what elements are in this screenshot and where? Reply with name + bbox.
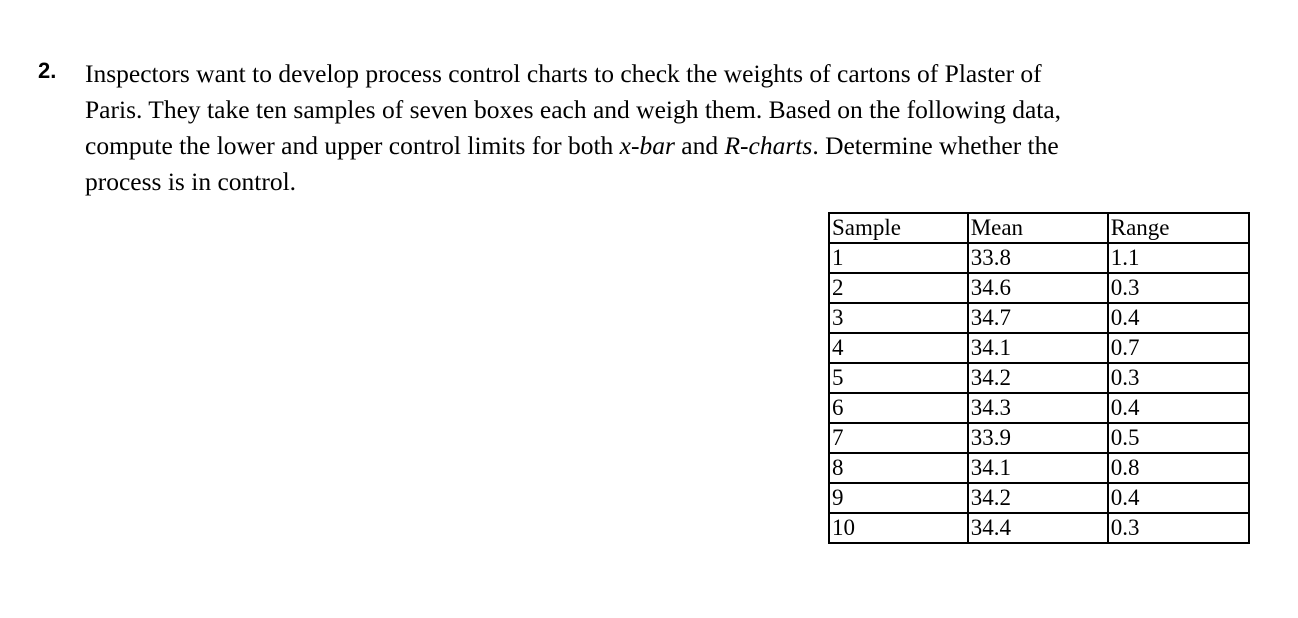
table-body bbox=[829, 243, 1249, 543]
header-range: Range bbox=[1108, 213, 1249, 243]
cell-mean: 34.7 bbox=[968, 303, 1108, 333]
table-row bbox=[829, 393, 1249, 423]
table-row bbox=[829, 513, 1249, 543]
question-line-2: Paris. They take ten samples of seven boxes each and weigh them. Based on the following data, bbox=[85, 95, 1062, 124]
r-charts-term: R-charts bbox=[724, 131, 813, 160]
cell-mean: 34.4 bbox=[968, 513, 1108, 543]
cell-range: 0.4 bbox=[1108, 303, 1249, 333]
cell-sample: 10 bbox=[829, 513, 968, 543]
cell-range: 0.8 bbox=[1108, 453, 1249, 483]
cell-range: 0.4 bbox=[1108, 483, 1249, 513]
sample-data-table bbox=[828, 212, 1250, 544]
cell-sample: 4 bbox=[829, 333, 968, 363]
question-line-3 bbox=[85, 128, 1205, 164]
cell-range: 0.3 bbox=[1108, 363, 1249, 393]
cell-mean: 34.3 bbox=[968, 393, 1108, 423]
question-number: 2. bbox=[38, 58, 57, 83]
cell-mean: 33.9 bbox=[968, 423, 1108, 453]
cell-range: 0.5 bbox=[1108, 423, 1249, 453]
question-line-4: process is in control. bbox=[85, 167, 297, 196]
cell-sample: 1 bbox=[829, 243, 968, 273]
header-mean: Mean bbox=[968, 213, 1108, 243]
header-sample: Sample bbox=[829, 213, 968, 243]
cell-mean: 34.2 bbox=[968, 363, 1108, 393]
question-line-3-after: . Determine whether the bbox=[812, 131, 1059, 160]
cell-range: 0.3 bbox=[1108, 513, 1249, 543]
cell-sample: 6 bbox=[829, 393, 968, 423]
cell-mean: 33.8 bbox=[968, 243, 1108, 273]
cell-range: 0.7 bbox=[1108, 333, 1249, 363]
table-row bbox=[829, 333, 1249, 363]
question-line-3-before: compute the lower and upper control limits for both bbox=[85, 131, 620, 160]
cell-sample: 5 bbox=[829, 363, 968, 393]
question-line-1: Inspectors want to develop process control charts to check the weights of cartons of Plaster of bbox=[85, 59, 1042, 88]
cell-mean: 34.2 bbox=[968, 483, 1108, 513]
cell-range: 0.3 bbox=[1108, 273, 1249, 303]
table-header-row bbox=[829, 213, 1249, 243]
table-row bbox=[829, 303, 1249, 333]
x-bar-term: x-bar bbox=[619, 131, 675, 160]
cell-mean: 34.6 bbox=[968, 273, 1108, 303]
cell-sample: 3 bbox=[829, 303, 968, 333]
table-row bbox=[829, 483, 1249, 513]
table-row bbox=[829, 243, 1249, 273]
cell-sample: 7 bbox=[829, 423, 968, 453]
cell-sample: 9 bbox=[829, 483, 968, 513]
cell-mean: 34.1 bbox=[968, 333, 1108, 363]
cell-sample: 8 bbox=[829, 453, 968, 483]
table-row bbox=[829, 453, 1249, 483]
question-text bbox=[85, 56, 1205, 200]
cell-range: 0.4 bbox=[1108, 393, 1249, 423]
table-row bbox=[829, 273, 1249, 303]
table-row bbox=[829, 363, 1249, 393]
cell-mean: 34.1 bbox=[968, 453, 1108, 483]
cell-range: 1.1 bbox=[1108, 243, 1249, 273]
table-row bbox=[829, 423, 1249, 453]
question-line-3-middle: and bbox=[674, 131, 725, 160]
cell-sample: 2 bbox=[829, 273, 968, 303]
